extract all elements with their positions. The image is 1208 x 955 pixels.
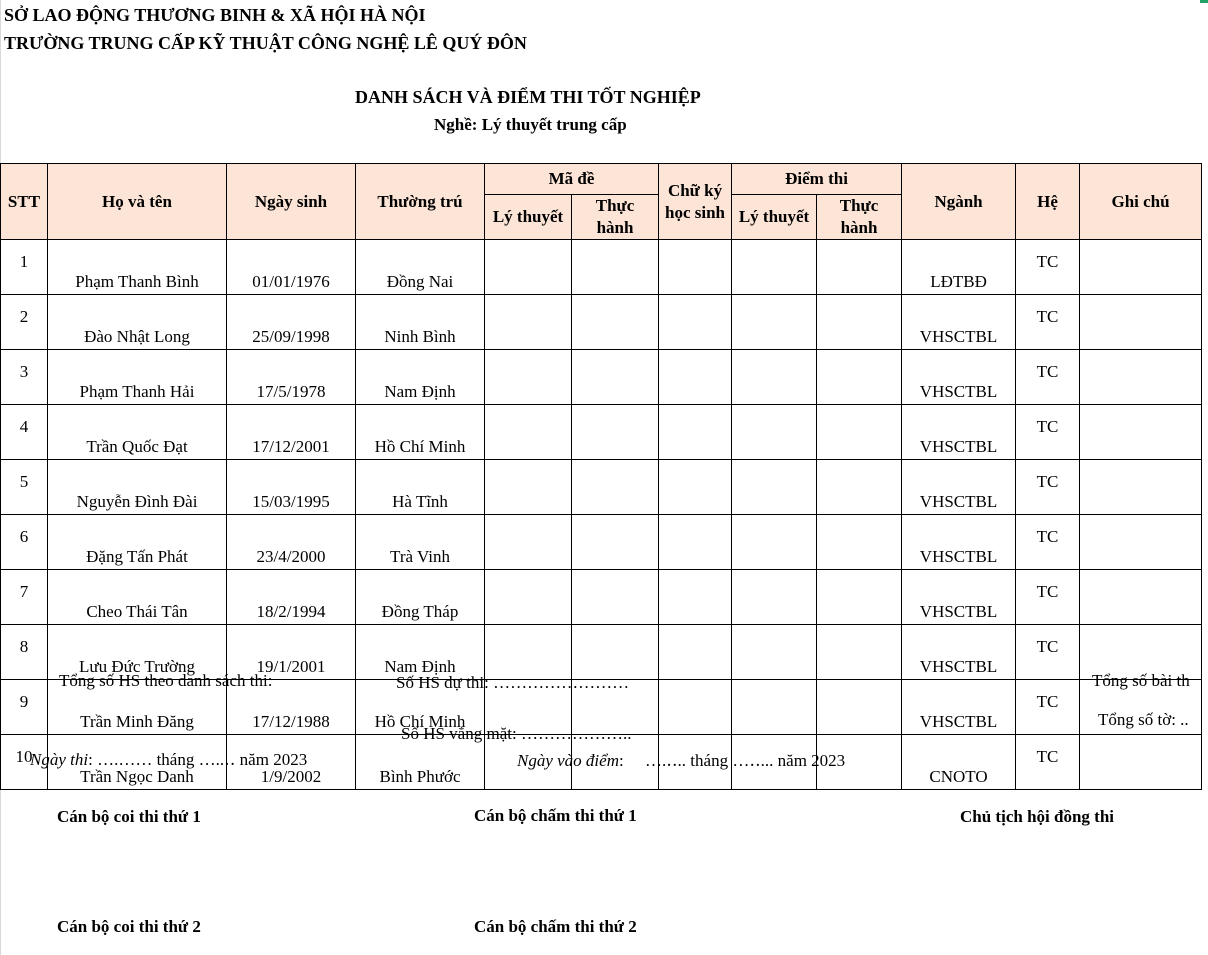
table-row bbox=[1, 295, 1202, 350]
row-note-cell bbox=[1080, 350, 1202, 405]
col-header-ma-de-lt: Lý thuyết bbox=[485, 195, 572, 240]
summary-total-papers: Tổng số bài th bbox=[1092, 671, 1190, 690]
row-stt-cell: 5 bbox=[1, 460, 48, 515]
row-note-cell bbox=[1080, 460, 1202, 515]
table-body bbox=[1, 240, 1202, 790]
row-ma-de-lt-cell bbox=[485, 570, 572, 625]
col-header-ma-de: Mã đề bbox=[485, 164, 659, 195]
row-ma-de-th-cell bbox=[572, 405, 659, 460]
row-note-cell bbox=[1080, 735, 1202, 790]
row-system-cell: TC bbox=[1016, 405, 1080, 460]
signature-proctor-2: Cán bộ coi thi thứ 2 bbox=[57, 917, 201, 936]
row-diem-th-cell bbox=[817, 405, 902, 460]
row-residence-cell: Nam Định bbox=[356, 350, 485, 405]
row-name-cell: Trần Quốc Đạt bbox=[48, 405, 227, 460]
signature-grader-2: Cán bộ chấm thi thứ 2 bbox=[474, 917, 637, 936]
table-row bbox=[1, 570, 1202, 625]
row-ma-de-lt-cell bbox=[485, 460, 572, 515]
row-signature-cell bbox=[659, 460, 732, 515]
score-date-line bbox=[517, 751, 845, 771]
row-diem-th-cell bbox=[817, 240, 902, 295]
row-dob-cell: 17/5/1978 bbox=[227, 350, 356, 405]
row-system-cell: TC bbox=[1016, 515, 1080, 570]
row-name-cell: Cheo Thái Tân bbox=[48, 570, 227, 625]
row-name-cell: Trần Minh Đăng bbox=[48, 680, 227, 735]
row-major-cell: VHSCTBL bbox=[902, 295, 1016, 350]
row-stt-cell: 9 bbox=[1, 680, 48, 735]
signature-chairman: Chủ tịch hội đồng thi bbox=[960, 807, 1114, 826]
col-header-system: Hệ bbox=[1016, 164, 1080, 240]
document-title: DANH SÁCH VÀ ĐIỂM THI TỐT NGHIỆP bbox=[355, 87, 701, 107]
row-system-cell: TC bbox=[1016, 735, 1080, 790]
row-system-cell: TC bbox=[1016, 570, 1080, 625]
row-ma-de-th-cell bbox=[572, 295, 659, 350]
row-ma-de-lt-cell bbox=[485, 350, 572, 405]
row-dob-cell: 15/03/1995 bbox=[227, 460, 356, 515]
row-stt-cell: 7 bbox=[1, 570, 48, 625]
row-signature-cell bbox=[659, 405, 732, 460]
row-diem-lt-cell bbox=[732, 295, 817, 350]
summary-attending: Số HS dự thi: …………………… bbox=[396, 673, 630, 692]
row-ma-de-th-cell bbox=[572, 240, 659, 295]
row-note-cell bbox=[1080, 515, 1202, 570]
row-stt-cell: 1 bbox=[1, 240, 48, 295]
row-residence-cell: Đồng Nai bbox=[356, 240, 485, 295]
row-dob-cell: 17/12/2001 bbox=[227, 405, 356, 460]
sheet-corner-marker bbox=[1200, 0, 1208, 3]
row-system-cell: TC bbox=[1016, 240, 1080, 295]
signature-proctor-1: Cán bộ coi thi thứ 1 bbox=[57, 807, 201, 826]
row-signature-cell bbox=[659, 515, 732, 570]
row-residence-cell: Trà Vinh bbox=[356, 515, 485, 570]
row-ma-de-lt-cell bbox=[485, 240, 572, 295]
table-row bbox=[1, 405, 1202, 460]
row-residence-cell: Đồng Tháp bbox=[356, 570, 485, 625]
row-ma-de-lt-cell bbox=[485, 515, 572, 570]
row-residence-cell: Bình Phước bbox=[356, 735, 485, 790]
table-row bbox=[1, 460, 1202, 515]
row-signature-cell bbox=[659, 295, 732, 350]
col-header-diem-thi: Điểm thi bbox=[732, 164, 902, 195]
col-header-name: Họ và tên bbox=[48, 164, 227, 240]
row-stt-cell: 4 bbox=[1, 405, 48, 460]
row-ma-de-lt-cell bbox=[485, 405, 572, 460]
table-row bbox=[1, 240, 1202, 295]
row-dob-cell: 01/01/1976 bbox=[227, 240, 356, 295]
row-note-cell bbox=[1080, 240, 1202, 295]
row-major-cell: VHSCTBL bbox=[902, 625, 1016, 680]
row-system-cell: TC bbox=[1016, 680, 1080, 735]
row-name-cell: Phạm Thanh Hải bbox=[48, 350, 227, 405]
row-diem-lt-cell bbox=[732, 460, 817, 515]
col-header-diem-th: Thực hành bbox=[817, 195, 902, 240]
row-signature-cell bbox=[659, 625, 732, 680]
row-stt-cell: 8 bbox=[1, 625, 48, 680]
summary-total-sheets: Tổng số tờ: .. bbox=[1098, 710, 1189, 729]
row-ma-de-th-cell bbox=[572, 460, 659, 515]
row-diem-th-cell bbox=[817, 625, 902, 680]
col-header-diem-lt: Lý thuyết bbox=[732, 195, 817, 240]
row-major-cell: LĐTBĐ bbox=[902, 240, 1016, 295]
row-diem-lt-cell bbox=[732, 405, 817, 460]
row-major-cell: VHSCTBL bbox=[902, 570, 1016, 625]
row-system-cell: TC bbox=[1016, 350, 1080, 405]
row-system-cell: TC bbox=[1016, 460, 1080, 515]
row-diem-lt-cell bbox=[732, 350, 817, 405]
summary-absent: Số HS vắng mặt: ……………….. bbox=[401, 724, 632, 743]
row-name-cell: Phạm Thanh Bình bbox=[48, 240, 227, 295]
table-row bbox=[1, 515, 1202, 570]
exam-date-value: : ….…… tháng …..‥ năm 2023 bbox=[88, 750, 308, 769]
exam-date-line bbox=[30, 750, 307, 770]
row-note-cell bbox=[1080, 295, 1202, 350]
row-diem-th-cell bbox=[817, 460, 902, 515]
row-ma-de-th-cell bbox=[572, 625, 659, 680]
score-date-value: : ….‥.. tháng …‥... năm 2023 bbox=[618, 751, 846, 770]
row-dob-cell: 25/09/1998 bbox=[227, 295, 356, 350]
row-major-cell: CNOTO bbox=[902, 735, 1016, 790]
row-name-cell: Trần Ngọc Danh bbox=[48, 735, 227, 790]
row-ma-de-th-cell bbox=[572, 515, 659, 570]
row-stt-cell: 3 bbox=[1, 350, 48, 405]
row-system-cell: TC bbox=[1016, 625, 1080, 680]
document-subtitle: Nghề: Lý thuyết trung cấp bbox=[434, 115, 627, 134]
row-diem-lt-cell bbox=[732, 570, 817, 625]
row-major-cell: VHSCTBL bbox=[902, 405, 1016, 460]
row-major-cell: VHSCTBL bbox=[902, 680, 1016, 735]
col-header-stt: STT bbox=[1, 164, 48, 240]
row-signature-cell bbox=[659, 570, 732, 625]
row-diem-lt-cell bbox=[732, 625, 817, 680]
org-line-1: SỞ LAO ĐỘNG THƯƠNG BINH & XÃ HỘI HÀ NỘI bbox=[4, 5, 426, 25]
row-diem-th-cell bbox=[817, 350, 902, 405]
row-ma-de-lt-cell bbox=[485, 625, 572, 680]
row-residence-cell: Hồ Chí Minh bbox=[356, 680, 485, 735]
col-header-dob: Ngày sinh bbox=[227, 164, 356, 240]
row-note-cell bbox=[1080, 405, 1202, 460]
col-header-signature: Chữ ký học sinh bbox=[659, 164, 732, 240]
row-dob-cell: 19/1/2001 bbox=[227, 625, 356, 680]
row-ma-de-lt-cell bbox=[485, 295, 572, 350]
row-diem-lt-cell bbox=[732, 240, 817, 295]
row-signature-cell bbox=[659, 350, 732, 405]
row-major-cell: VHSCTBL bbox=[902, 515, 1016, 570]
row-stt-cell: 10 bbox=[1, 735, 48, 790]
col-header-note: Ghi chú bbox=[1080, 164, 1202, 240]
row-ma-de-th-cell bbox=[572, 570, 659, 625]
row-residence-cell: Nam Định bbox=[356, 625, 485, 680]
org-line-2: TRƯỜNG TRUNG CẤP KỸ THUẬT CÔNG NGHỆ LÊ QUÝ ĐÔN bbox=[4, 33, 527, 53]
row-diem-th-cell bbox=[817, 295, 902, 350]
row-dob-cell: 1/9/2002 bbox=[227, 735, 356, 790]
row-dob-cell: 17/12/1988 bbox=[227, 680, 356, 735]
row-major-cell: VHSCTBL bbox=[902, 460, 1016, 515]
row-signature-cell bbox=[659, 240, 732, 295]
row-name-cell: Lưu Đức Trường bbox=[48, 625, 227, 680]
summary-total-listed: Tổng số HS theo danh sách thi: bbox=[59, 671, 273, 690]
row-diem-th-cell bbox=[817, 515, 902, 570]
row-residence-cell: Ninh Bình bbox=[356, 295, 485, 350]
row-stt-cell: 2 bbox=[1, 295, 48, 350]
row-note-cell bbox=[1080, 570, 1202, 625]
row-dob-cell: 18/2/1994 bbox=[227, 570, 356, 625]
row-stt-cell: 6 bbox=[1, 515, 48, 570]
exam-date-label: Ngày thi bbox=[30, 750, 89, 769]
signature-grader-1: Cán bộ chấm thi thứ 1 bbox=[474, 806, 637, 825]
exam-results-table bbox=[0, 163, 1202, 790]
score-date-label: Ngày vào điểm bbox=[517, 751, 619, 770]
row-diem-lt-cell bbox=[732, 515, 817, 570]
row-dob-cell: 23/4/2000 bbox=[227, 515, 356, 570]
row-ma-de-th-cell bbox=[572, 350, 659, 405]
row-name-cell: Đào Nhật Long bbox=[48, 295, 227, 350]
col-header-major: Ngành bbox=[902, 164, 1016, 240]
col-header-residence: Thường trú bbox=[356, 164, 485, 240]
row-major-cell: VHSCTBL bbox=[902, 350, 1016, 405]
row-name-cell: Đặng Tấn Phát bbox=[48, 515, 227, 570]
table-row bbox=[1, 350, 1202, 405]
row-diem-th-cell bbox=[817, 570, 902, 625]
row-system-cell: TC bbox=[1016, 295, 1080, 350]
row-diem-lt-cell bbox=[732, 680, 817, 735]
row-residence-cell: Hồ Chí Minh bbox=[356, 405, 485, 460]
col-header-ma-de-th: Thực hành bbox=[572, 195, 659, 240]
row-name-cell: Nguyễn Đình Đài bbox=[48, 460, 227, 515]
row-residence-cell: Hà Tĩnh bbox=[356, 460, 485, 515]
row-signature-cell bbox=[659, 680, 732, 735]
row-diem-th-cell bbox=[817, 680, 902, 735]
